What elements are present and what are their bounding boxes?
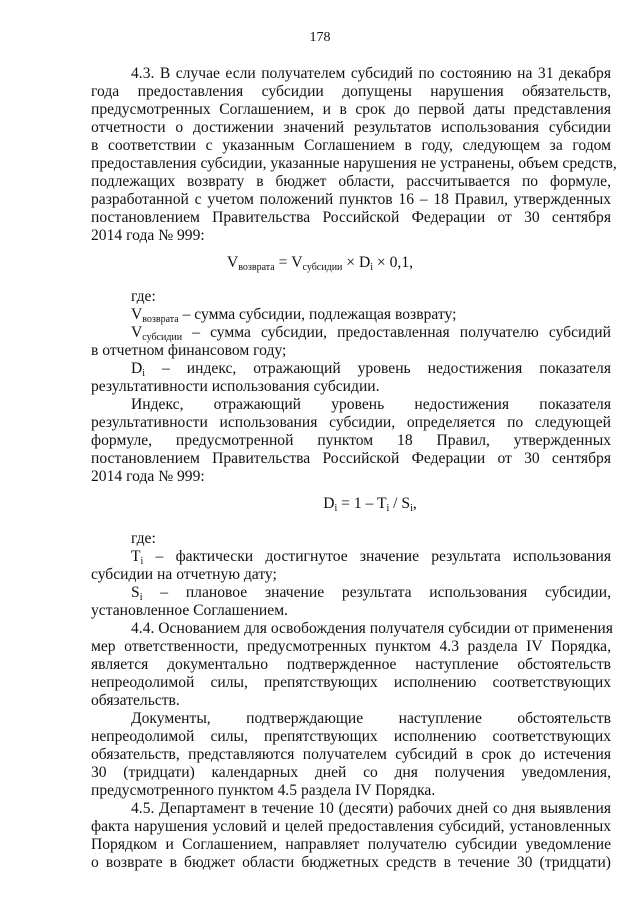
text-line [131,530,611,548]
text-line-main: факта нарушения условий и целей предоставления субсидий, установленных [91,818,611,835]
text-line-main: постановлением Правительства Российской Федерации от 30 сентября [91,450,611,467]
text-line-rest: – сумма субсидии, подлежащая возврату; [178,306,457,323]
text-line [91,566,611,584]
text-line-main: субсидии на отчетную дату; [91,566,277,583]
text-line-subscript: субсидии [142,332,183,343]
formula2-end: , [412,495,417,512]
text-line [91,854,611,872]
text-line-main: обязательств, представляются получателем субсидий в срок до истечения [91,746,611,763]
text-line-main: D [131,360,143,377]
text-line [91,602,611,620]
formula2-t-sub: i [386,503,390,514]
text-line [91,674,611,692]
text-line-main: результативности использования субсидии. [91,378,380,395]
formula2-s-sub: i [410,503,413,514]
text-line-subscript: i [142,368,146,379]
formula-di-sub: i [370,262,374,273]
formula2-d-sub: i [334,503,338,514]
text-line [131,65,611,83]
text-line-main: где: [131,288,156,305]
text-line [91,764,611,782]
text-line-main: предоставления субсидии, указанные нарушения не устранены, объем средств, [91,155,617,172]
text-line-main: V [131,324,143,341]
text-line-rest: – плановое значение результата использования субсидии, [142,584,611,601]
text-line-subscript: i [140,556,144,567]
text-line-main: в соответствии с указанным Соглашением в году, следующем за годом [91,137,611,154]
text-line [131,548,611,566]
text-line-main: 4.3. В случае если получателем субсидий по состоянию на 31 декабря [131,65,611,82]
text-line [91,342,611,360]
text-line [91,378,611,396]
text-line-main: где: [131,530,156,547]
text-line [131,710,611,728]
text-line-main: предусмотренных Соглашением, и в срок до первой даты представления [91,101,611,118]
formula2-d: D [323,495,335,512]
text-line [91,468,611,486]
text-line-rest: – фактически достигнутое значение результата использования [143,548,611,565]
text-line [131,800,611,818]
formula-v: V [226,254,239,271]
text-line [91,836,611,854]
text-line-main: подлежащих возврату в бюджет области, рассчитывается по формуле, [91,173,611,190]
text-line-main: установленное Соглашением. [91,602,288,619]
text-line-main: 2014 года № 999: [91,227,205,244]
formula-index [50,494,640,514]
formula-tail-a: × D [342,254,371,271]
text-line-main: мер ответственности, предусмотренных пунктом 4.3 раздела IV Порядка, [91,638,611,655]
text-line-main: 4.4. Основанием для освобождения получателя субсидии от применения [131,620,613,637]
text-line-main: разработанной с учетом положений пунктов 16 – 18 Правил, утвержденных [91,191,611,208]
text-line [91,692,611,710]
text-line [91,155,617,173]
text-line [91,782,611,800]
text-line-main: предусмотренного пунктом 4.5 раздела IV Порядка. [91,782,436,799]
text-line-subscript: возврата [142,314,179,325]
text-line-main: S [131,584,140,601]
text-line [91,450,611,468]
text-line [91,83,611,101]
text-line-main: результативности использования субсидии, определяется по следующей [91,414,611,431]
text-line [91,101,611,119]
text-line-main: о возврате в бюджет области бюджетных средств в течение 30 (тридцати) [91,854,611,871]
formula2-mid: = 1 – T [337,495,387,512]
formula-v-sub: возврата [238,262,275,273]
text-line-main: V [131,306,143,323]
text-line-main: обязательств. [91,692,180,709]
formula-v2-sub: субсидии [302,262,343,273]
text-line-main: непреодолимой силы, препятствующих исполнению соответствующих [91,674,611,691]
text-line [91,173,611,191]
text-line [131,584,611,602]
text-line-rest: – индекс, отражающий уровень недостижения показателя [145,360,611,377]
formula-eq: = [274,254,292,271]
formula-tail-b: × 0,1, [373,254,414,271]
text-line [131,360,611,378]
text-line [91,137,611,155]
text-line-main: Документы, подтверждающие наступление обстоятельств [131,710,611,727]
formula-refund [0,253,640,273]
text-line [91,656,611,674]
text-line-rest: – сумма субсидии, предоставленная получателю субсидий [182,324,611,341]
formula-v2: V [291,254,303,271]
text-line-main: отчетности о достижении значений результатов использования субсидии [91,119,611,136]
text-line [91,227,611,245]
text-line [131,306,611,324]
text-line [131,396,611,414]
text-line-main: Порядком и Соглашением, направляет получателю субсидии уведомление [91,836,611,853]
text-line [131,288,611,306]
text-line-main: Индекс, отражающий уровень недостижения показателя [131,396,611,413]
text-line [91,432,611,450]
text-line [91,414,611,432]
text-line [91,746,611,764]
text-line [91,191,611,209]
text-line [131,620,611,638]
text-line-main: 2014 года № 999: [91,468,205,485]
formula2-div: / S [389,495,411,512]
text-line-main: года предоставления субсидии допущены нарушения обязательств, [91,83,611,100]
text-line-main: является документально подтвержденное наступление обстоятельств [91,656,611,673]
text-line-main: постановлением Правительства Российской Федерации от 30 сентября [91,209,611,226]
text-line-main: T [131,548,141,565]
text-line [91,818,611,836]
text-line-main: в отчетном финансовом году; [91,342,287,359]
text-line [91,119,611,137]
text-line-main: 30 (тридцати) календарных дней со дня получения уведомления, [91,764,611,781]
text-line-subscript: i [139,592,143,603]
text-line-main: 4.5. Департамент в течение 10 (десяти) рабочих дней со дня выявления [131,800,611,817]
text-line-main: непреодолимой силы, препятствующих исполнению соответствующих [91,728,611,745]
text-line [91,209,611,227]
text-line-main: формуле, предусмотренной пунктом 18 Правил, утвержденных [91,432,611,449]
text-line [91,728,611,746]
page-number: 178 [309,30,331,45]
text-line [91,638,611,656]
text-line [131,324,611,342]
